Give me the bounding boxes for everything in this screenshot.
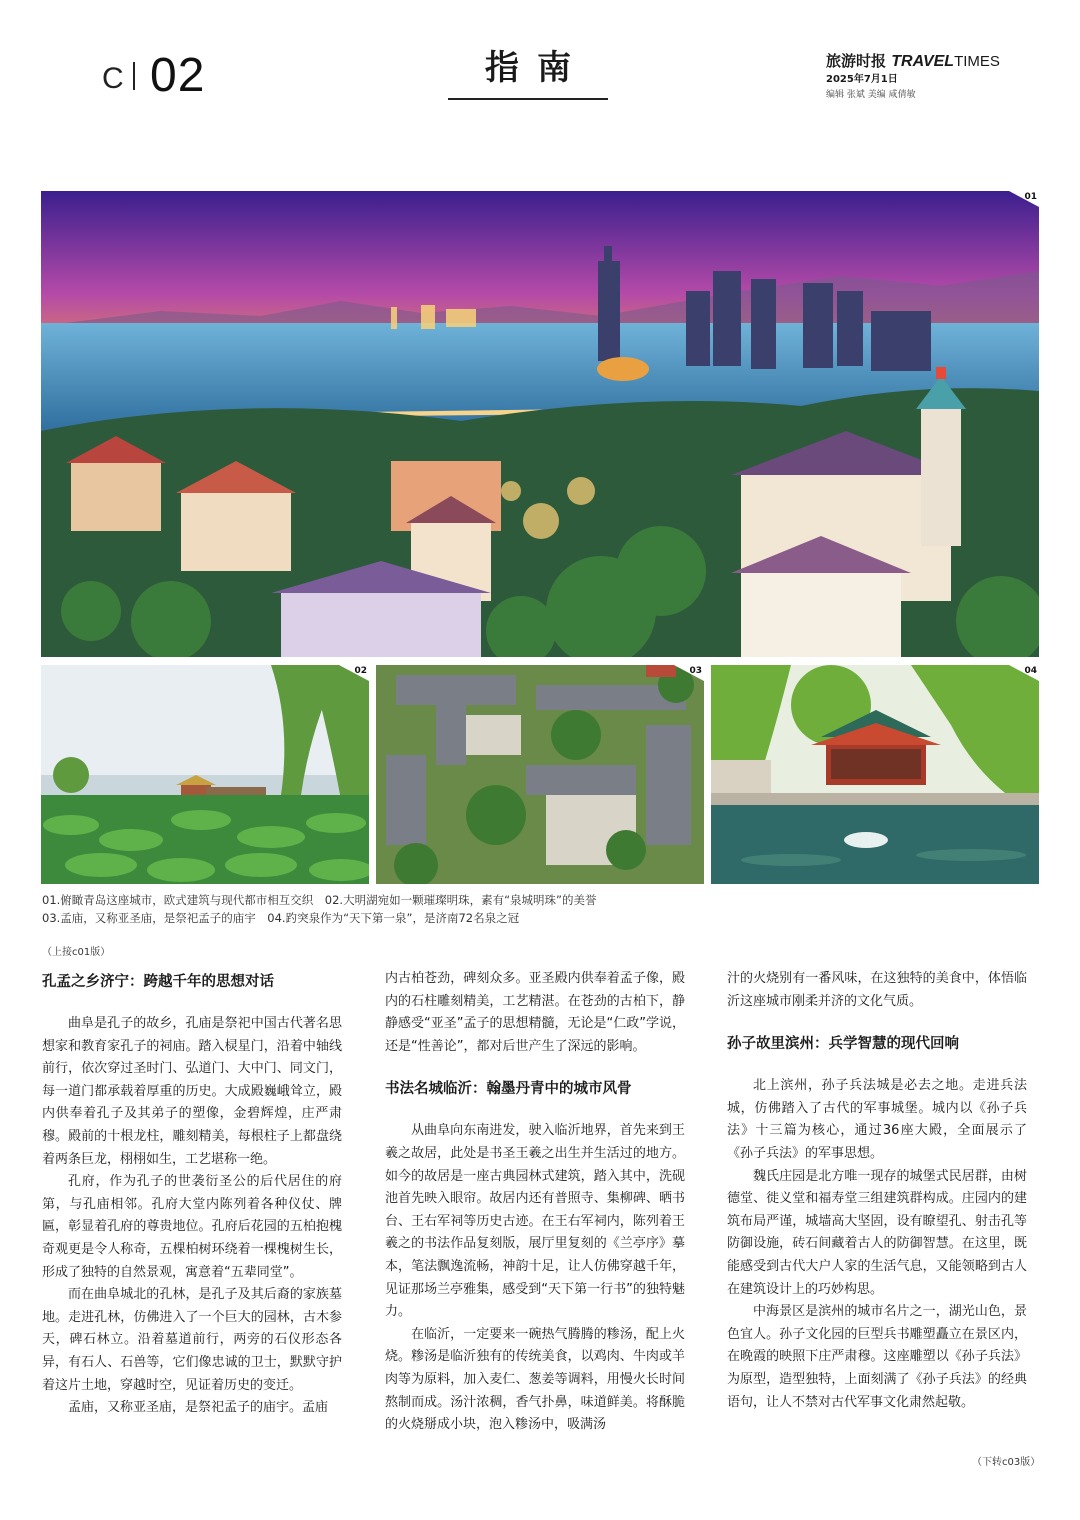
article-column-2: [385, 968, 685, 1437]
section-title-linyi: 书法名城临沂：翰墨丹青中的城市风骨: [385, 1081, 632, 1098]
article-column-3: [727, 968, 1027, 1414]
paragraph: 孔府，作为孔子的世袭衍圣公的后代居住的府第，与孔庙相邻。孔府大堂内陈列着各种仪仗、牌匾，彰显着孔府的尊贵地位。孔府后花园的五柏抱槐奇观更是令人称奇，五棵柏树环绕着一棵槐树生长，形成了独特的自然景观，寓意着“五辈同堂”。: [42, 1174, 342, 1280]
publish-date: 2025年7月1日: [826, 74, 898, 85]
paragraph: 从曲阜向东南进发，驶入临沂地界，首先来到王羲之故居，此处是书圣王羲之出生并生活过的地方。如今的故居是一座古典园林式建筑，踏入其中，洗砚池首先映入眼帘。故居内还有普照寺、集柳碑、晒书台、王右军祠等历史古迹。在王右军祠内，陈列着王羲之的书法作品复刻版，展厅里复刻的《兰亭序》摹本，笔法飘逸流畅，神韵十足，让人仿佛穿越千年，见证那场兰亭雅集，感受到“天下第一行书”的独特魅力。: [385, 1123, 685, 1320]
photo-01: [41, 191, 1039, 657]
paper-name-cn: 旅游时报: [826, 52, 887, 70]
continued-to-note: （下转c03版）: [972, 1457, 1041, 1468]
courtyard-aerial-photo: [376, 665, 704, 884]
column-title: 指南: [485, 48, 589, 88]
spring-pavilion-photo: [711, 665, 1039, 884]
photo-tag-04: 04: [1009, 665, 1039, 681]
paragraph: 中海景区是滨州的城市名片之一，湖光山色，景色宜人。孙子文化园的巨型兵书雕塑矗立在景区内，在晚霞的映照下庄严肃穆。这座雕塑以《孙子兵法》为原型，造型独特，上面刻满了《孙子兵法》的经典语句，让人不禁对古代军事文化肃然起敬。: [727, 1304, 1027, 1410]
photo-caption-line-2: 03.孟庙，又称亚圣庙，是祭祀孟子的庙宇 04.趵突泉作为“天下第一泉”，是济南72名泉之冠: [42, 911, 520, 925]
editor-credits: 编辑 张斌 美编 咸倩敏: [826, 90, 916, 100]
section-letter: C: [102, 62, 124, 95]
photo-02: [41, 665, 369, 884]
continued-from-note: （上接c01版）: [42, 947, 111, 958]
paragraph: 曲阜是孔子的故乡，孔庙是祭祀中国古代著名思想家和教育家孔子的祠庙。踏入棂星门，沿着中轴线前行，依次穿过圣时门、弘道门、大中门、同文门，每一道门都承载着厚重的历史。大成殿巍峨耸立，殿内供奉着孔子及其弟子的塑像，金碧辉煌，庄严肃穆。殿前的十根龙柱，雕刻精美，每根柱子上都盘绕着两条巨龙，栩栩如生，工艺堪称一绝。: [42, 1016, 342, 1167]
paragraph: 北上滨州，孙子兵法城是必去之地。走进兵法城，仿佛踏入了古代的军事城堡。城内以《孙子兵法》十三篇为核心，通过36座大殿，全面展示了《孙子兵法》的军事思想。: [727, 1078, 1027, 1161]
photo-04: [711, 665, 1039, 884]
paragraph: 魏氏庄园是北方唯一现存的城堡式民居群，由树德堂、徙义堂和福寿堂三组建筑群构成。庄园内的建筑布局严谨，城墙高大坚固，设有瞭望孔、射击孔等防御设施，砖石间藏着古人的防御智慧。在这里，既能感受到古代大户人家的生活气息，又能领略到古人在建筑设计上的巧妙构思。: [727, 1168, 1027, 1297]
paper-name-en: TIMES: [954, 53, 1000, 70]
section-divider: [133, 62, 135, 90]
photo-caption-line-1: 01.俯瞰青岛这座城市，欧式建筑与现代都市相互交织 02.大明湖宛如一颗璀璨明珠，素有“泉城明珠”的美誉: [42, 893, 597, 907]
photo-tag-03: 03: [674, 665, 704, 681]
photo-03: [376, 665, 704, 884]
paper-masthead: [826, 50, 1000, 71]
paragraph: 在临沂，一定要来一碗热气腾腾的糁汤，配上火烧。糁汤是临沂独有的传统美食，以鸡肉、牛肉或羊肉等为原料，加入麦仁、葱姜等调料，用慢火长时间熬制而成。汤汁浓稠，香气扑鼻，味道鲜美。将酥脆的火烧掰成小块，泡入糁汤中，吸满汤: [385, 1326, 685, 1433]
photo-tag-01: 01: [1009, 191, 1039, 207]
section-title-jining: 孔孟之乡济宁：跨越千年的思想对话: [42, 974, 274, 990]
column-title-rule: [448, 98, 608, 100]
paragraph: 孟庙，又称亚圣庙，是祭祀孟子的庙宇。孟庙: [68, 1400, 329, 1416]
city-skyline-photo: [41, 191, 1039, 657]
paragraph: 而在曲阜城北的孔林，是孔子及其后裔的家族墓地。走进孔林，仿佛进入了一个巨大的园林，古木参天，碑石林立。沿着墓道前行，两旁的石仪形态各异，有石人、石兽等，它们像忠诚的卫士，默默守护着这片土地，穿越时空，见证着历史的变迁。: [42, 1287, 342, 1393]
paper-name-en-bold: TRAVEL: [891, 53, 955, 70]
section-title-binzhou: 孙子故里滨州：兵学智慧的现代回响: [727, 1036, 959, 1053]
paragraph-continued: 汁的火烧别有一番风味，在这独特的美食中，体悟临沂这座城市刚柔并济的文化气质。: [727, 971, 1027, 1009]
lotus-lake-photo: [41, 665, 369, 884]
article-column-1: [42, 968, 342, 1420]
photo-tag-02: 02: [339, 665, 369, 681]
paragraph-continued: 内古柏苍劲，碑刻众多。亚圣殿内供奉着孟子像，殿内的石柱雕刻精美，工艺精湛。在苍劲的古柏下，静静感受“亚圣”孟子的思想精髓，无论是“仁政”学说，还是“性善论”，都对后世产生了深远的影响。: [385, 971, 685, 1054]
page-number: 02: [150, 49, 206, 102]
